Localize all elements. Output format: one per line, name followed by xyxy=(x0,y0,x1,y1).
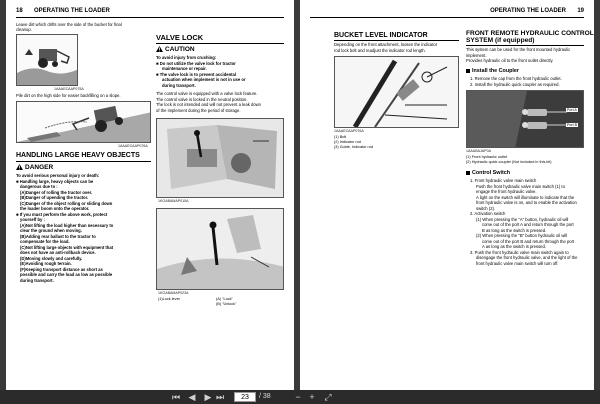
rops-figure xyxy=(156,118,284,198)
caution-badge xyxy=(156,46,196,54)
control-step: switch (2). xyxy=(476,205,496,211)
cab-code: 1KGABAMAP023A xyxy=(158,291,189,295)
bucket-text: Depending on the front attachment, loosen the indicator xyxy=(334,42,438,47)
zoom-in-icon[interactable]: + xyxy=(309,392,315,402)
danger-line: (A)Danger of rolling the tractor over. xyxy=(20,189,93,195)
danger-line: (C)Not lifting large objects with equipment that xyxy=(20,244,114,250)
danger-line: compensate for the load. xyxy=(20,239,70,244)
danger-line: ■ If you must perform the above work, protect xyxy=(16,211,108,217)
port-a-label: Port A xyxy=(567,108,577,112)
control-step: Push the front hydraulic valve main switch (1) to xyxy=(476,183,565,189)
fig-legend-item: (1)Lock lever xyxy=(158,297,180,301)
control-step: disengage the front hydraulic valve, and the light of the xyxy=(476,255,578,260)
danger-line: (F)Keeping transport distance as short as xyxy=(20,266,103,272)
control-switch-section xyxy=(466,170,510,176)
last-page-icon[interactable]: ⏭ xyxy=(215,392,225,402)
coupler-figure xyxy=(466,90,584,148)
heading-rule xyxy=(334,40,459,41)
coupler-step: 1. Remove the cap from the front hydraulic outlet. xyxy=(470,76,562,81)
next-page-icon[interactable]: ▶ xyxy=(204,392,212,402)
intro-line-1: Leave dirt which drifts over the side of the bucket for final xyxy=(16,22,122,27)
right-header-title: OPERATING THE LOADER xyxy=(490,8,566,14)
viewer-toolbar xyxy=(0,390,600,404)
cab-figure xyxy=(156,208,284,290)
control-step: engage the front hydraulic valve. xyxy=(476,189,537,194)
control-step: (1) When pressing the "A" button, hydraulic oil will xyxy=(476,216,569,222)
install-coupler-section xyxy=(466,68,519,74)
control-step: 3. Push the front hydraulic valve main switch again to xyxy=(470,249,569,255)
danger-line: yourself by : xyxy=(20,217,45,222)
control-step: 1. Front hydraulic valve main switch xyxy=(470,178,537,183)
valve-text: The control valve is equipped with a valve lock feature. xyxy=(156,91,258,96)
caution-line: ■ Do not utilize the valve lock for tractor xyxy=(156,60,236,66)
bucket-code: 1AAAECAAP076A xyxy=(334,129,364,133)
danger-line: the loader boom onto the operator. xyxy=(20,206,90,211)
rops-code: 1KGABAMAP010A xyxy=(158,199,189,203)
coupler-step: 2. Install the hydraulic quick coupler as required. xyxy=(470,81,560,87)
first-page-icon[interactable]: ⏮ xyxy=(171,392,181,402)
hydraulic-text: This system can be used for the front mounted hydraulic xyxy=(466,47,571,52)
caution-line: ■ The valve lock is to prevent accidental xyxy=(156,71,237,77)
hydraulic-heading-line-1: FRONT REMOTE HYDRAULIC CONTROL xyxy=(466,30,594,37)
bucket-legend-item: (2) Indicator rod xyxy=(334,140,361,144)
valve-text: The control valve is locked in the neutral position. xyxy=(156,96,248,102)
pile-text: Pile dirt on the high side for easier backfilling on a slope. xyxy=(16,93,121,98)
heading-rule xyxy=(156,43,284,44)
fig1-code: 1AAAECAAP075A xyxy=(54,87,84,91)
hydraulic-text: Provides hydraulic oil to the front outlet directly. xyxy=(466,58,554,63)
fig2-code: 1AAAECAAP076A xyxy=(118,144,148,148)
warning-triangle-icon xyxy=(16,164,23,170)
bucket-text: rod lock bolt and readjust the indicator rod length. xyxy=(334,47,426,53)
danger-line: dangerous due to : xyxy=(20,184,58,189)
right-page-number: 19 xyxy=(577,8,584,14)
danger-badge xyxy=(16,164,54,172)
backfill-figure xyxy=(16,34,78,86)
caution-line: during transport. xyxy=(162,82,196,88)
danger-line: does not have an anti-rollback device. xyxy=(20,250,96,255)
caution-line: To avoid injury from crushing: xyxy=(156,55,217,60)
fig-legend-item: (B) "Unlock" xyxy=(216,302,237,306)
danger-line: (A)Not lifting the load higher than necessary to xyxy=(20,222,114,228)
slope-figure xyxy=(16,101,151,143)
danger-line: clear the ground when moving. xyxy=(20,228,82,233)
control-step: front hydraulic valve main switch will turn off. xyxy=(476,260,559,266)
prev-page-icon[interactable]: ◀ xyxy=(188,392,196,402)
bucket-legend-item: (3) Guide, Indicator rod xyxy=(334,145,374,149)
heading-rule xyxy=(16,161,151,162)
control-step: front hydraulic valve is on, and to enable the activation xyxy=(476,200,577,205)
danger-line: (C)Danger of the object rolling or sliding down xyxy=(20,200,113,206)
valve-text: of the implement during the period of storage. xyxy=(156,107,241,113)
left-page-header xyxy=(16,8,284,17)
heading-rule xyxy=(466,45,584,46)
intro-line-2: cleanup. xyxy=(16,27,32,32)
total-pages: 38 xyxy=(262,393,271,400)
page-number-input[interactable]: 23 xyxy=(234,392,256,402)
control-step: (2) When pressing the "B" button hydraulic oil will xyxy=(476,233,568,238)
port-b-label: Port B xyxy=(567,123,577,127)
left-page xyxy=(6,0,294,390)
danger-label: DANGER xyxy=(25,164,54,171)
square-bullet-icon xyxy=(466,171,470,175)
bucket-indicator-heading: BUCKET LEVEL INDICATOR xyxy=(334,32,428,39)
caution-line: actuation when implement is not in use or xyxy=(162,77,246,82)
coupler-legend-item: (1) Front hydraulic outlet xyxy=(466,155,508,159)
danger-line: (B)Danger of upending the tractor. xyxy=(20,195,89,200)
hydraulic-text: implement. xyxy=(466,52,487,58)
control-step: A as long as the switch is pressed. xyxy=(482,244,547,249)
danger-line: (E)Avoiding rough terrain. xyxy=(20,261,72,266)
install-coupler-heading: Install the Coupler xyxy=(472,68,520,74)
control-step: 2. Activation switch xyxy=(470,211,506,216)
danger-line: during transport. xyxy=(20,277,54,283)
danger-line: To avoid serious personal injury or death: xyxy=(16,173,100,178)
fit-icon[interactable]: ⤢ xyxy=(324,392,332,402)
control-step: B as long as the switch is pressed. xyxy=(482,227,547,233)
coupler-legend-item: (2) Hydraulic quick coupler (Not included in this kit) xyxy=(466,160,552,164)
coupler-code: 1AAABAJAP0A xyxy=(466,149,491,153)
control-switch-heading: Control Switch xyxy=(472,170,511,176)
bucket-indicator-figure xyxy=(334,56,459,128)
square-bullet-icon xyxy=(466,69,470,73)
heavy-objects-heading: HANDLING LARGE HEAVY OBJECTS xyxy=(16,152,140,159)
fig-legend-item: (A) "Lock" xyxy=(216,297,233,301)
danger-line: (D)Moving slowly and carefully. xyxy=(20,255,83,261)
danger-line: possible and carry the load as low as possible xyxy=(20,272,113,277)
left-header-title: OPERATING THE LOADER xyxy=(34,8,110,14)
warning-triangle-icon xyxy=(156,46,163,52)
caution-label: CAUTION xyxy=(165,46,195,53)
left-page-number: 18 xyxy=(16,8,23,14)
right-page xyxy=(300,0,594,390)
danger-line: ■ Handling large, heavy objects can be xyxy=(16,178,94,184)
right-page-header xyxy=(310,8,584,17)
caution-line: maintenance or repair. xyxy=(162,66,207,71)
control-step: come out of the port B and return through the port xyxy=(482,238,575,244)
control-step: come out of the port A and return through the port xyxy=(482,222,574,227)
hydraulic-heading-line-2: SYSTEM (if equipped) xyxy=(466,37,535,44)
danger-line: (B)Adding rear ballast to the tractor to xyxy=(20,233,96,239)
zoom-out-icon[interactable]: − xyxy=(295,392,301,402)
valve-lock-heading: VALVE LOCK xyxy=(156,33,204,42)
valve-text: The lock is not intended and will not prevent a leak down xyxy=(156,102,261,107)
bucket-legend-item: (1) Bolt xyxy=(334,135,347,139)
page-total xyxy=(259,392,271,402)
control-step: A light on the switch will illuminate to indicate that the xyxy=(476,194,575,200)
page-separator: / xyxy=(259,393,261,400)
